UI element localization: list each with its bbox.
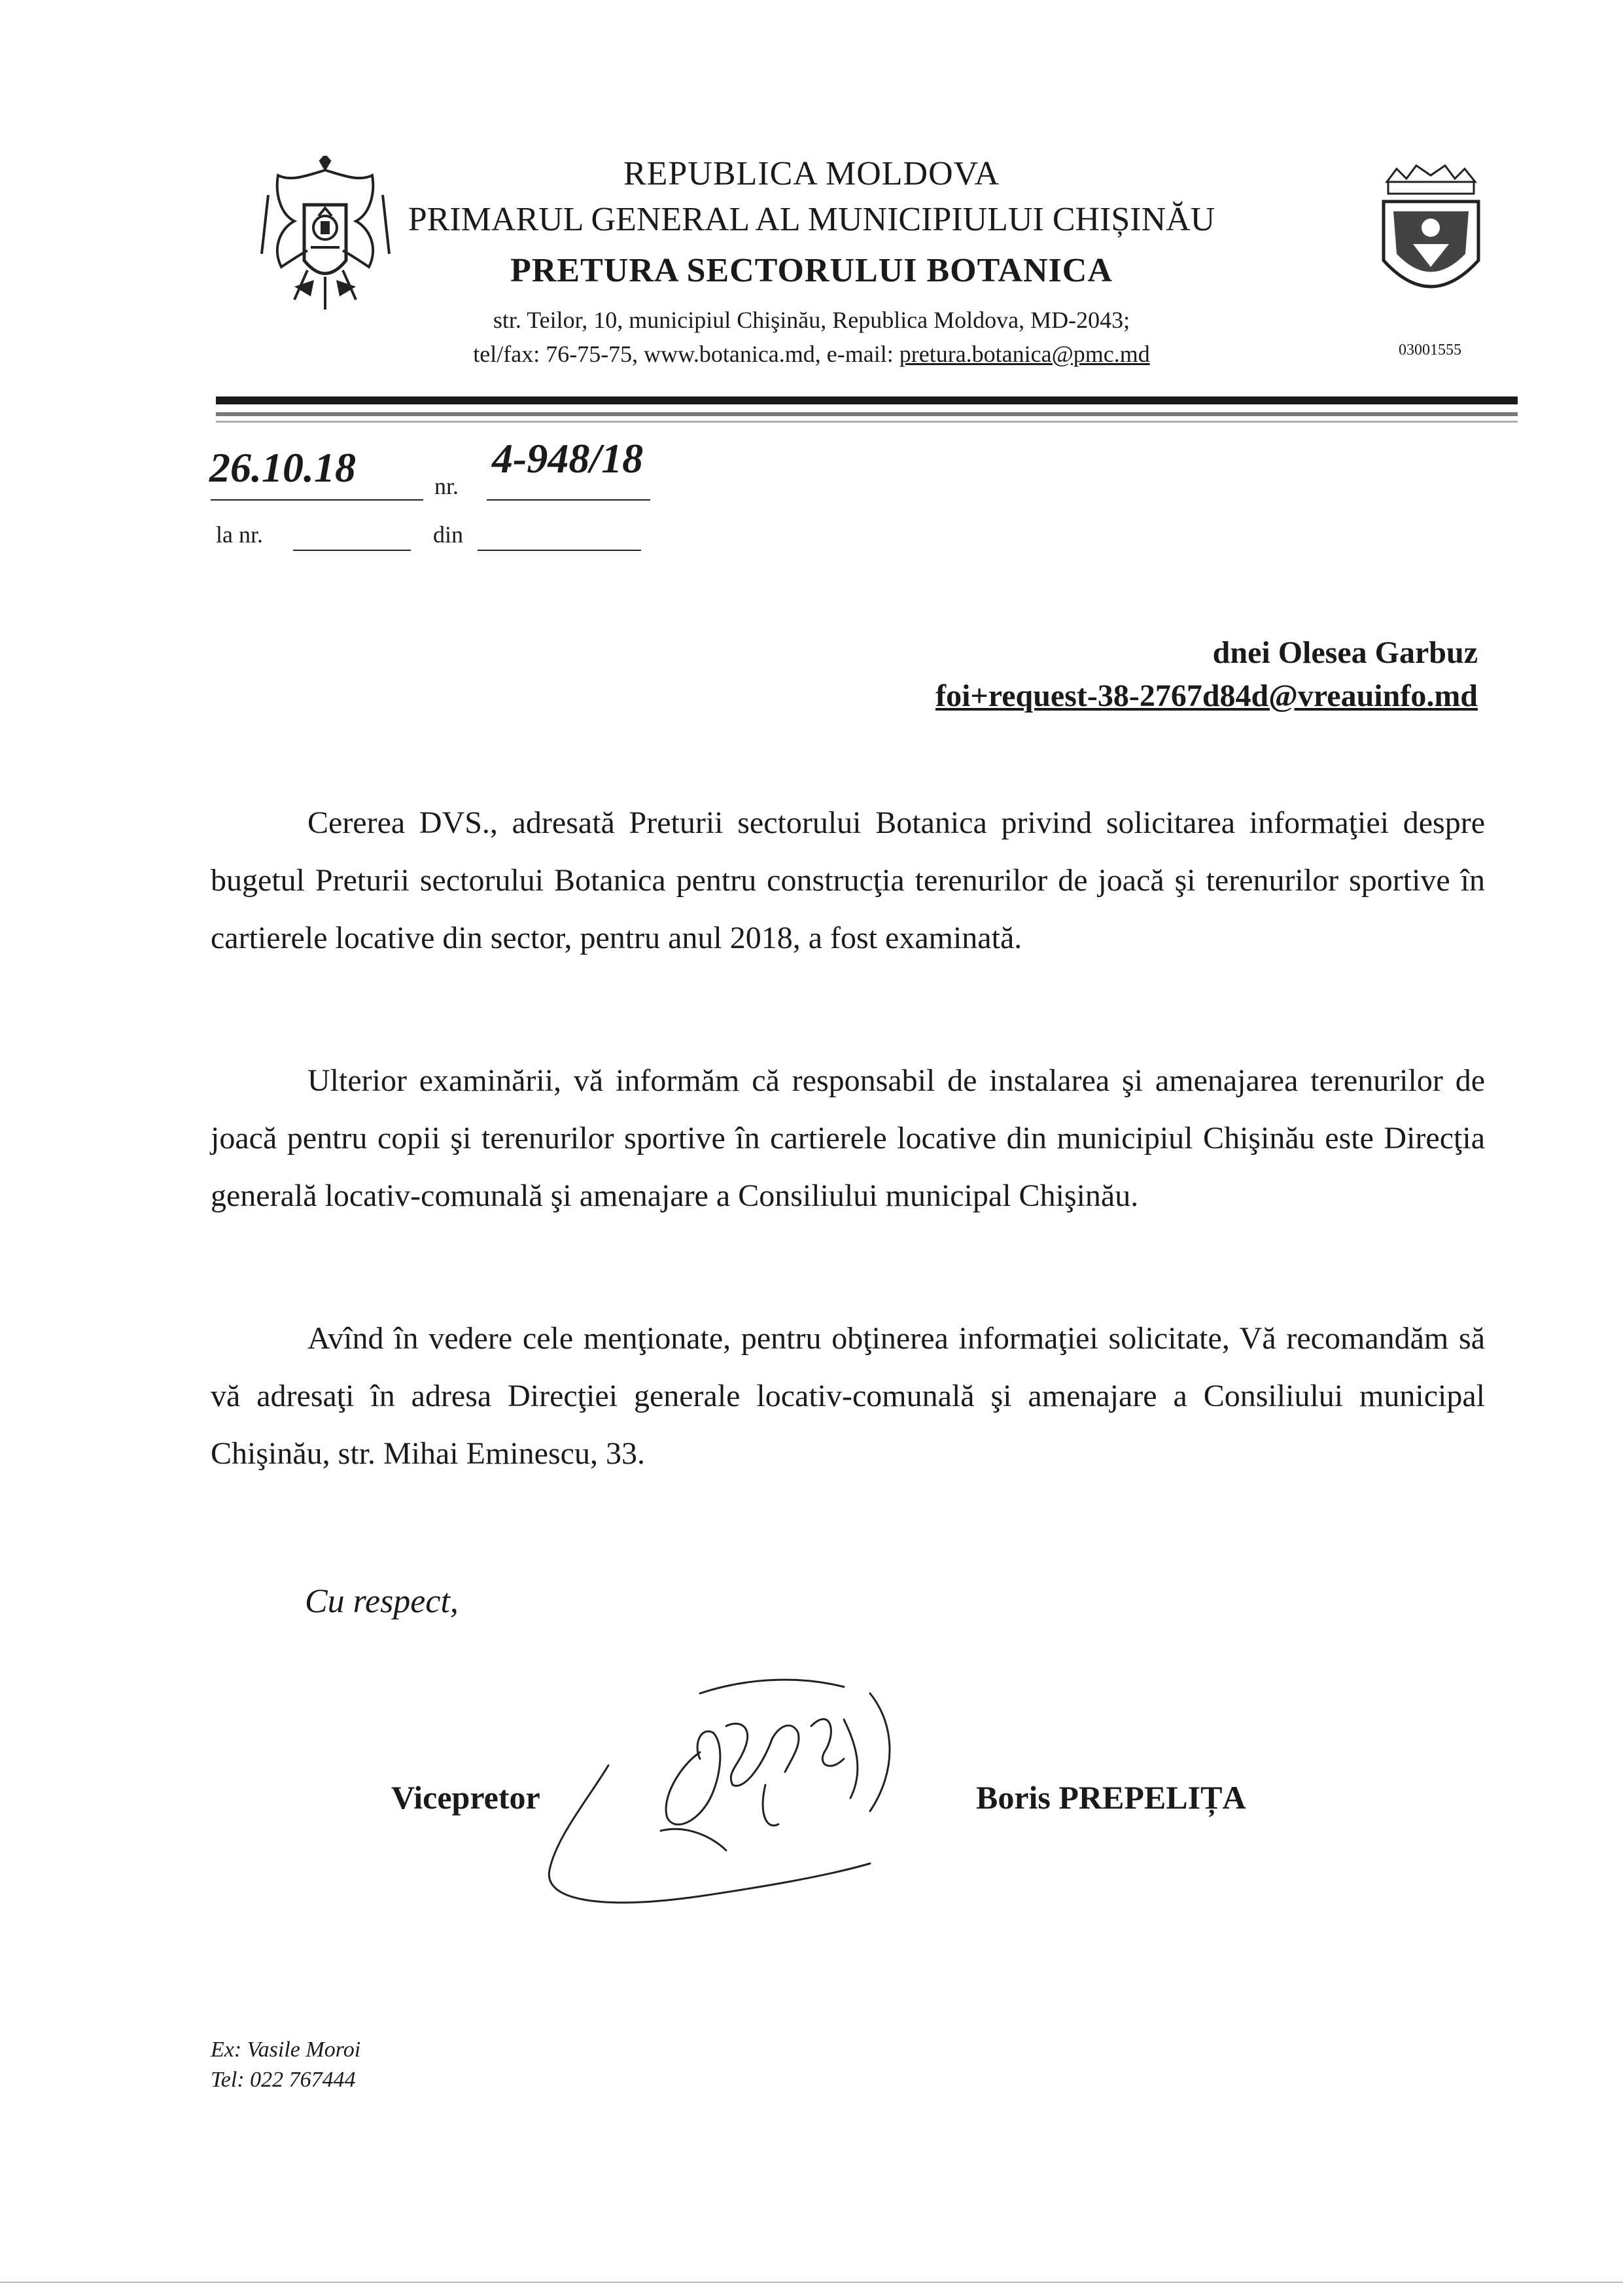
header-contact xyxy=(0,340,1623,368)
body-paragraph-3: Avînd în vedere cele menţionate, pentru obţinerea informaţiei solicitate, Vă recomandăm să vă adresaţi în adresa Direcţiei generale locativ-comunală şi amenajare a Consiliului municipal Chişinău, str. Mihai Eminescu, 33. xyxy=(211,1321,1485,1471)
header-office: PRETURA SECTORULUI BOTANICA xyxy=(510,252,1113,289)
closing-salutation: Cu respect, xyxy=(305,1583,459,1620)
header-divider-secondary xyxy=(216,412,1518,416)
header-divider-tertiary xyxy=(216,421,1518,423)
signer-role: Vicepretor xyxy=(391,1779,540,1816)
reference-number: 4-948/18 xyxy=(492,435,644,482)
la-nr-blank xyxy=(293,550,411,551)
addressee-name: dnei Olesea Garbuz xyxy=(1212,635,1478,670)
page-bottom-edge xyxy=(0,2282,1623,2283)
header-email-link[interactable]: pretura.botanica@pmc.md xyxy=(899,341,1150,367)
addressee-email-link[interactable]: foi+request-38-2767d84d@vreauinfo.md xyxy=(935,679,1478,713)
din-blank xyxy=(478,550,641,551)
body-paragraph-2: Ulterior examinării, vă informăm că responsabil de instalarea şi amenajarea terenurilor de joacă pentru copii şi terenurilor sportive în cartierele locative din municipiul Chişinău este Direcţia generală locativ-comunală şi amenajare a Consiliului municipal Chişinău. xyxy=(211,1063,1485,1213)
number-underline xyxy=(487,499,650,501)
header-divider xyxy=(216,397,1518,404)
signer-name: Boris PREPELIȚA xyxy=(976,1779,1246,1816)
executor-name: Ex: Vasile Moroi xyxy=(211,2038,361,2062)
executor-info xyxy=(211,2035,360,2095)
date-underline xyxy=(211,499,423,501)
din-label: din xyxy=(433,521,464,548)
handwritten-signature-icon xyxy=(530,1667,955,1916)
header-address: str. Teilor, 10, municipiul Chişinău, Republica Moldova, MD-2043; xyxy=(493,307,1130,333)
reference-nr-label: nr. xyxy=(434,473,459,499)
header-country: REPUBLICA MOLDOVA xyxy=(623,155,1000,192)
reference-date: 26.10.18 xyxy=(209,444,356,491)
executor-phone: Tel: 022 767444 xyxy=(211,2068,356,2092)
la-nr-label: la nr. xyxy=(216,521,263,548)
body-paragraph-1: Cererea DVS., adresată Preturii sectorului Botanica privind solicitarea informaţiei despre bugetul Preturii sectorului Botanica pentru construcţia terenurilor de joacă şi terenurilor sportive în cartierele locative din sector, pentru anul 2018, a fost examinată. xyxy=(211,805,1485,955)
document-code: 03001555 xyxy=(1399,342,1461,359)
header-contact-text: tel/fax: 76-75-75, www.botanica.md, e-mail: xyxy=(473,341,899,367)
header-authority: PRIMARUL GENERAL AL MUNICIPIULUI CHIȘINĂU xyxy=(408,201,1215,238)
